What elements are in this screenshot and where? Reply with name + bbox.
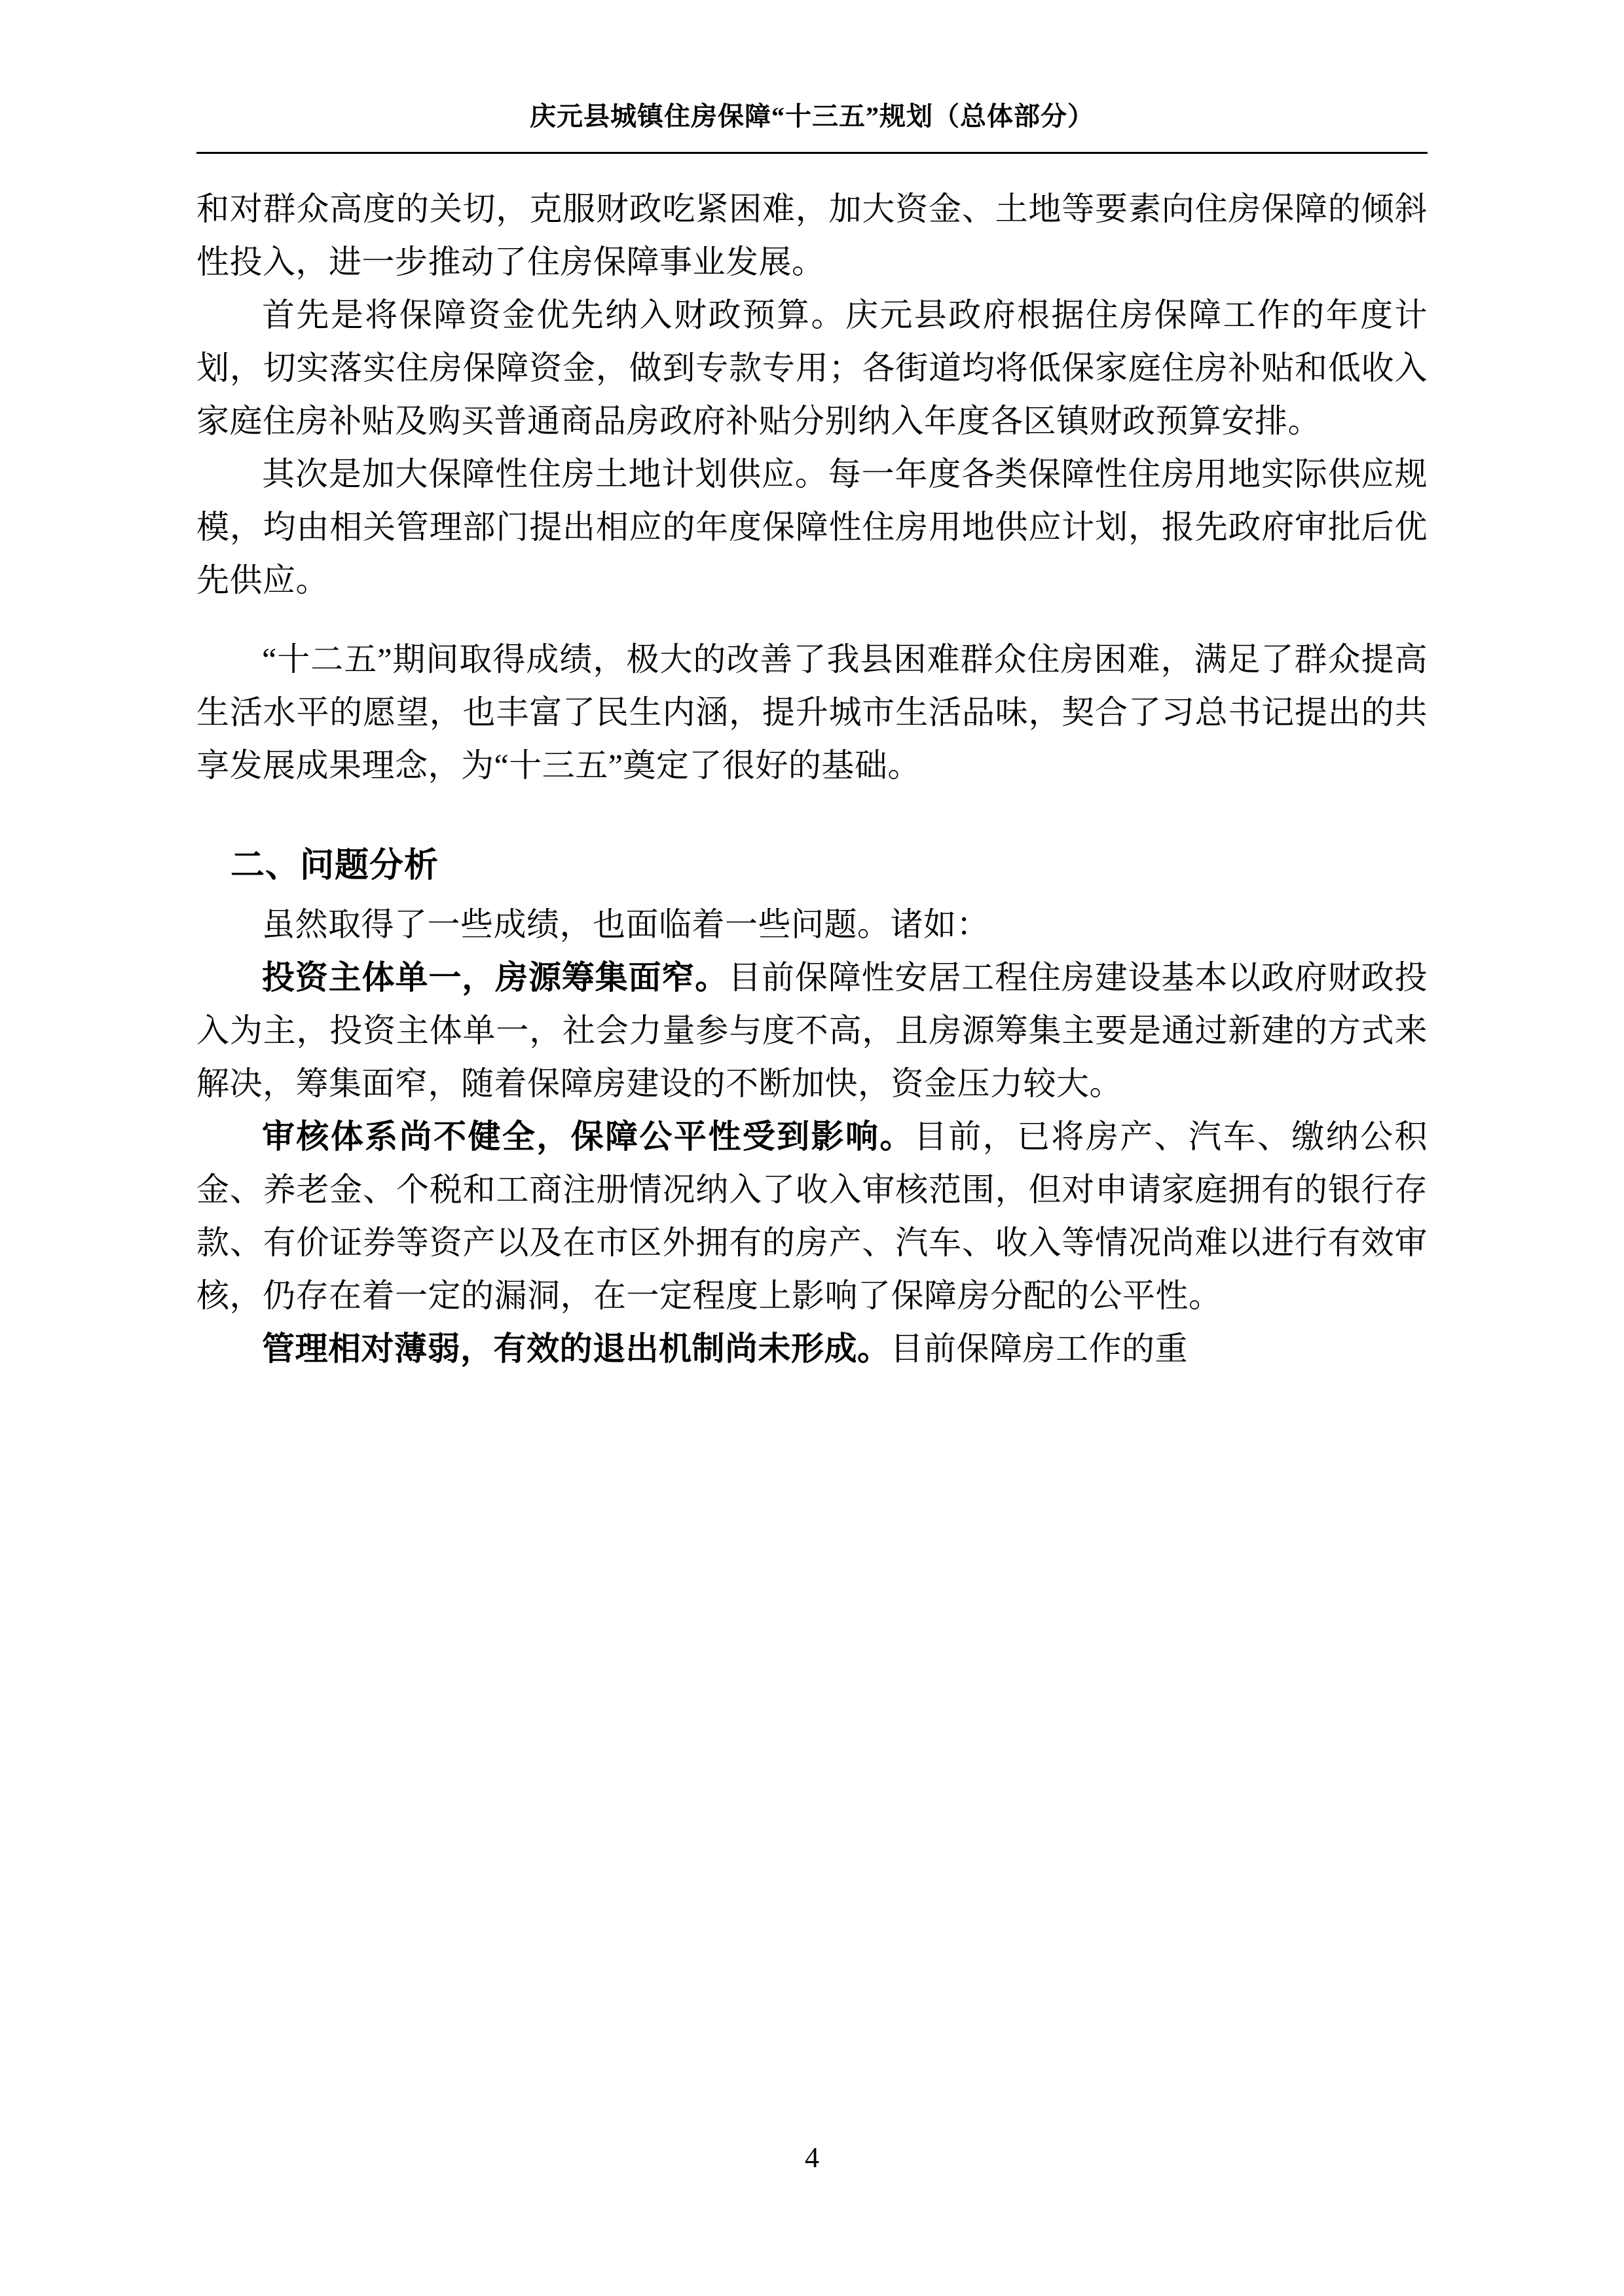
issue-item-1 xyxy=(196,951,1428,1110)
issue-item-2-lead: 审核体系尚不健全，保障公平性受到影响。 xyxy=(262,1118,914,1155)
spacer-after-heading xyxy=(196,892,1428,898)
paragraph-2: 首先是将保障资金优先纳入财政预算。庆元县政府根据住房保障工作的年度计划，切实落实住房保障资金，做到专款专用；各街道均将低保家庭住房补贴和低收入家庭住房补贴及购买普通商品房政府补贴分别纳入年度各区镇财政预算安排。 xyxy=(196,297,1428,439)
issue-item-1-text: 目前保障性安居工程住房建设基本以政府财政投入为主，投资主体单一，社会力量参与度不高，且房源筹集主要是通过新建的方式来解决，筹集面窄，随着保障房建设的不断加快，资金压力较大。 xyxy=(196,959,1428,1102)
issue-item-3 xyxy=(196,1322,1428,1376)
issue-item-1-lead: 投资主体单一，房源筹集面窄。 xyxy=(262,959,729,996)
section-heading: 二、问题分析 xyxy=(231,847,439,884)
page-content xyxy=(196,98,1428,1376)
paragraph-1: 和对群众高度的关切，克服财政吃紧困难，加大资金、土地等要素向住房保障的倾斜性投入，进一步推动了住房保障事业发展。 xyxy=(196,191,1428,280)
section-intro: 虽然取得了一些成绩，也面临着一些问题。诸如： xyxy=(262,906,989,943)
page-number: 4 xyxy=(805,2141,819,2174)
header-divider xyxy=(196,152,1428,154)
spacer-before-heading xyxy=(196,792,1428,841)
paragraph-4: “十二五”期间取得成绩，极大的改善了我县困难群众住房困难，满足了群众提高生活水平的愿望，也丰富了民生内涵，提升城市生活品味，契合了习总书记提出的共享发展成果理念，为“十三五”奠定了很好的基础。 xyxy=(196,641,1428,784)
page-header: 庆元县城镇住房保障“十三五”规划（总体部分） xyxy=(530,101,1094,131)
spacer xyxy=(196,607,1428,633)
paragraph-3: 其次是加大保障性住房土地计划供应。每一年度各类保障性住房用地实际供应规模，均由相关管理部门提出相应的年度保障性住房用地供应计划，报先政府审批后优先供应。 xyxy=(196,456,1428,598)
issue-item-3-lead: 管理相对薄弱，有效的退出机制尚未形成。 xyxy=(262,1330,891,1367)
issue-item-2 xyxy=(196,1110,1428,1322)
issue-item-3-text: 目前保障房工作的重 xyxy=(890,1330,1188,1367)
issue-item-2-text: 目前，已将房产、汽车、缴纳公积金、养老金、个税和工商注册情况纳入了收入审核范围，但对申请家庭拥有的银行存款、有价证券等资产以及在市区外拥有的房产、汽车、收入等情况尚难以进行有效审核，仍存在着一定的漏洞，在一定程度上影响了保障房分配的公平性。 xyxy=(196,1118,1428,1314)
